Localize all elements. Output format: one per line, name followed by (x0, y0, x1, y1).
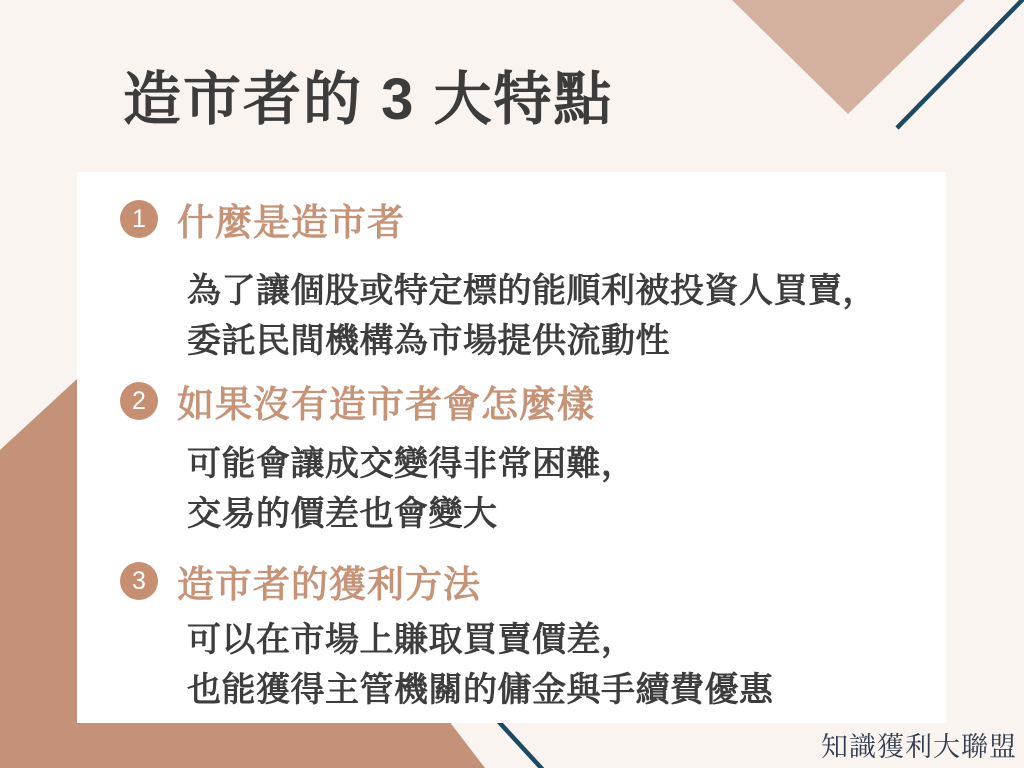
section-1-header (77, 198, 405, 243)
section-3-number-badge: 3 (120, 562, 158, 600)
section-2-header (77, 380, 595, 425)
section-2-body (187, 439, 636, 539)
content-panel (77, 172, 946, 723)
section-3-body (187, 615, 774, 715)
page-title: 造市者的 3 大特點 (123, 67, 614, 132)
section-2-body-line-1: 可能會讓成交變得非常困難， (187, 445, 636, 483)
section-1-body (187, 266, 877, 366)
section-3-body-line-2: 也能獲得主管機關的傭金與手續費優惠 (187, 671, 774, 709)
section-3-heading: 造市者的獲利方法 (177, 564, 481, 605)
section-1-heading: 什麼是造市者 (177, 202, 405, 243)
section-1-body-line-1: 為了讓個股或特定標的能順利被投資人買賣， (187, 272, 877, 310)
section-2-heading: 如果沒有造市者會怎麼樣 (177, 384, 595, 425)
section-2-body-line-2: 交易的價差也會變大 (187, 495, 498, 533)
section-1-body-line-2: 委託民間機構為市場提供流動性 (187, 322, 670, 360)
section-1-number-badge: 1 (120, 200, 158, 238)
footer-brand: 知識獲利大聯盟 (821, 732, 1017, 762)
section-3-header (77, 560, 481, 605)
section-3-body-line-1: 可以在市場上賺取買賣價差， (187, 621, 636, 659)
section-2-number-badge: 2 (120, 382, 158, 420)
